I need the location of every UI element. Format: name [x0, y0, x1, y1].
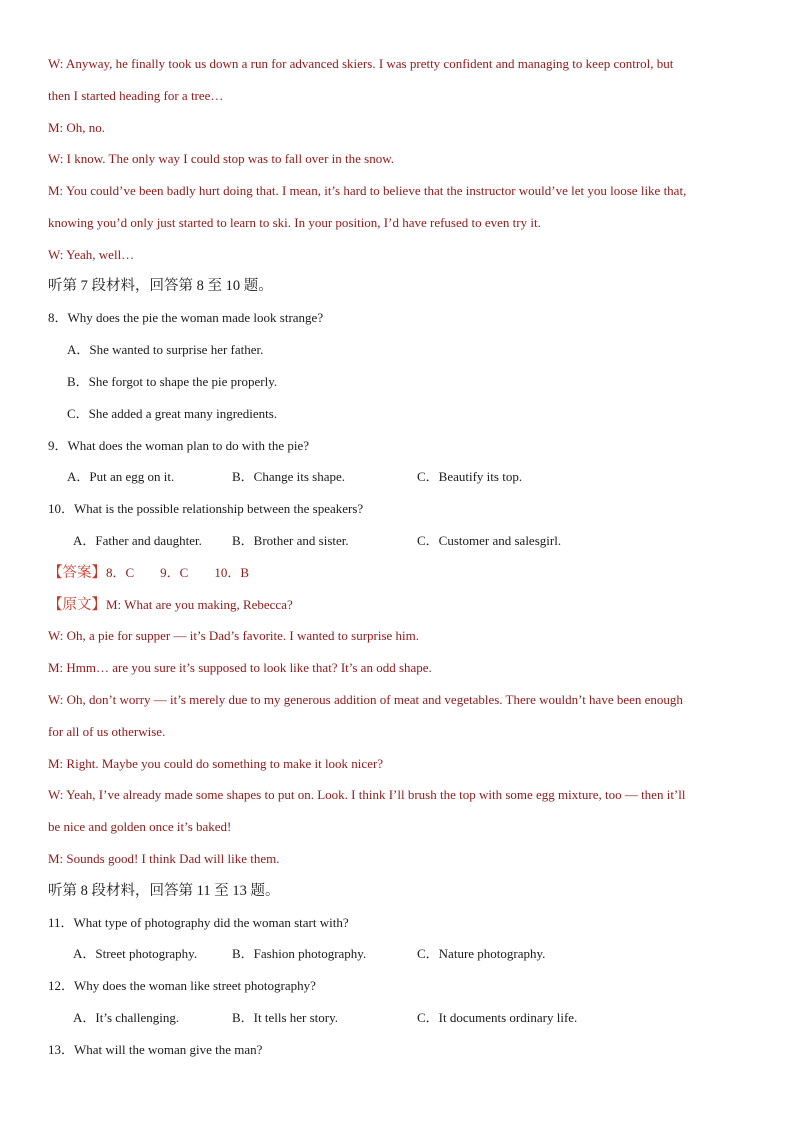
q9-option-b: B．Change its shape. — [232, 469, 346, 484]
question-10-stem: 10．What is the possible relationship between the speakers? — [48, 501, 364, 516]
transcript-line: then I started heading for a tree… — [48, 88, 224, 103]
q10-option-a: A．Father and daughter. — [73, 533, 202, 548]
original-line — [48, 596, 293, 614]
section-heading: 听第 7 段材料，回答第 8 至 10 题。 — [48, 278, 273, 294]
transcript-line: W: Anyway, he finally took us down a run for advanced skiers. I was pretty confident and managing to keep control, but — [48, 56, 674, 71]
question-8-stem: 8．Why does the pie the woman made look strange? — [48, 310, 324, 325]
question-12-stem: 12．Why does the woman like street photography? — [48, 978, 316, 993]
transcript-line: be nice and golden once it’s baked! — [48, 819, 232, 834]
original-tag: 【原文】 — [48, 597, 106, 613]
q10-option-b: B．Brother and sister. — [232, 533, 349, 548]
transcript-line: M: What are you making, Rebecca? — [106, 597, 293, 612]
q12-option-a: A．It’s challenging. — [73, 1010, 180, 1025]
transcript-line: W: I know. The only way I could stop was to fall over in the snow. — [48, 151, 394, 166]
answer-values: 8．C 9．C 10．B — [106, 565, 250, 580]
transcript-line: W: Oh, a pie for supper — it’s Dad’s favorite. I wanted to surprise him. — [48, 628, 420, 643]
transcript-line: M: You could’ve been badly hurt doing that. I mean, it’s hard to believe that the instructor would’ve let you loose like that, — [48, 183, 687, 198]
q8-option-b: B．She forgot to shape the pie properly. — [67, 374, 278, 389]
transcript-line: M: Sounds good! I think Dad will like them. — [48, 851, 280, 866]
answer-line — [48, 564, 249, 582]
transcript-line: M: Hmm… are you sure it’s supposed to look like that? It’s an odd shape. — [48, 660, 432, 675]
q12-option-c: C．It documents ordinary life. — [417, 1010, 578, 1025]
question-9-stem: 9．What does the woman plan to do with the pie? — [48, 438, 310, 453]
transcript-line: W: Yeah, I’ve already made some shapes to put on. Look. I think I’ll brush the top with some egg mixture, too — then it’ll — [48, 787, 686, 802]
transcript-line: knowing you’d only just started to learn to ski. In your position, I’d have refused to even try it. — [48, 215, 541, 230]
q9-option-a: A．Put an egg on it. — [67, 469, 175, 484]
q11-option-a: A．Street photography. — [73, 946, 198, 961]
question-13-stem: 13．What will the woman give the man? — [48, 1042, 263, 1057]
q11-option-b: B．Fashion photography. — [232, 946, 367, 961]
transcript-line: W: Oh, don’t worry — it’s merely due to my generous addition of meat and vegetables. There wouldn’t have been enough — [48, 692, 683, 707]
q8-option-a: A．She wanted to surprise her father. — [67, 342, 264, 357]
question-11-stem: 11．What type of photography did the woman start with? — [48, 915, 349, 930]
q9-option-c: C．Beautify its top. — [417, 469, 523, 484]
q8-option-c: C．She added a great many ingredients. — [67, 406, 278, 421]
q12-option-b: B．It tells her story. — [232, 1010, 339, 1025]
answer-tag: 【答案】 — [48, 565, 106, 581]
transcript-line: M: Oh, no. — [48, 120, 106, 135]
transcript-line: W: Yeah, well… — [48, 247, 135, 262]
q10-option-c: C．Customer and salesgirl. — [417, 533, 562, 548]
section-heading: 听第 8 段材料，回答第 11 至 13 题。 — [48, 883, 280, 899]
transcript-line: for all of us otherwise. — [48, 724, 166, 739]
transcript-line: M: Right. Maybe you could do something to make it look nicer? — [48, 756, 384, 771]
q11-option-c: C．Nature photography. — [417, 946, 546, 961]
